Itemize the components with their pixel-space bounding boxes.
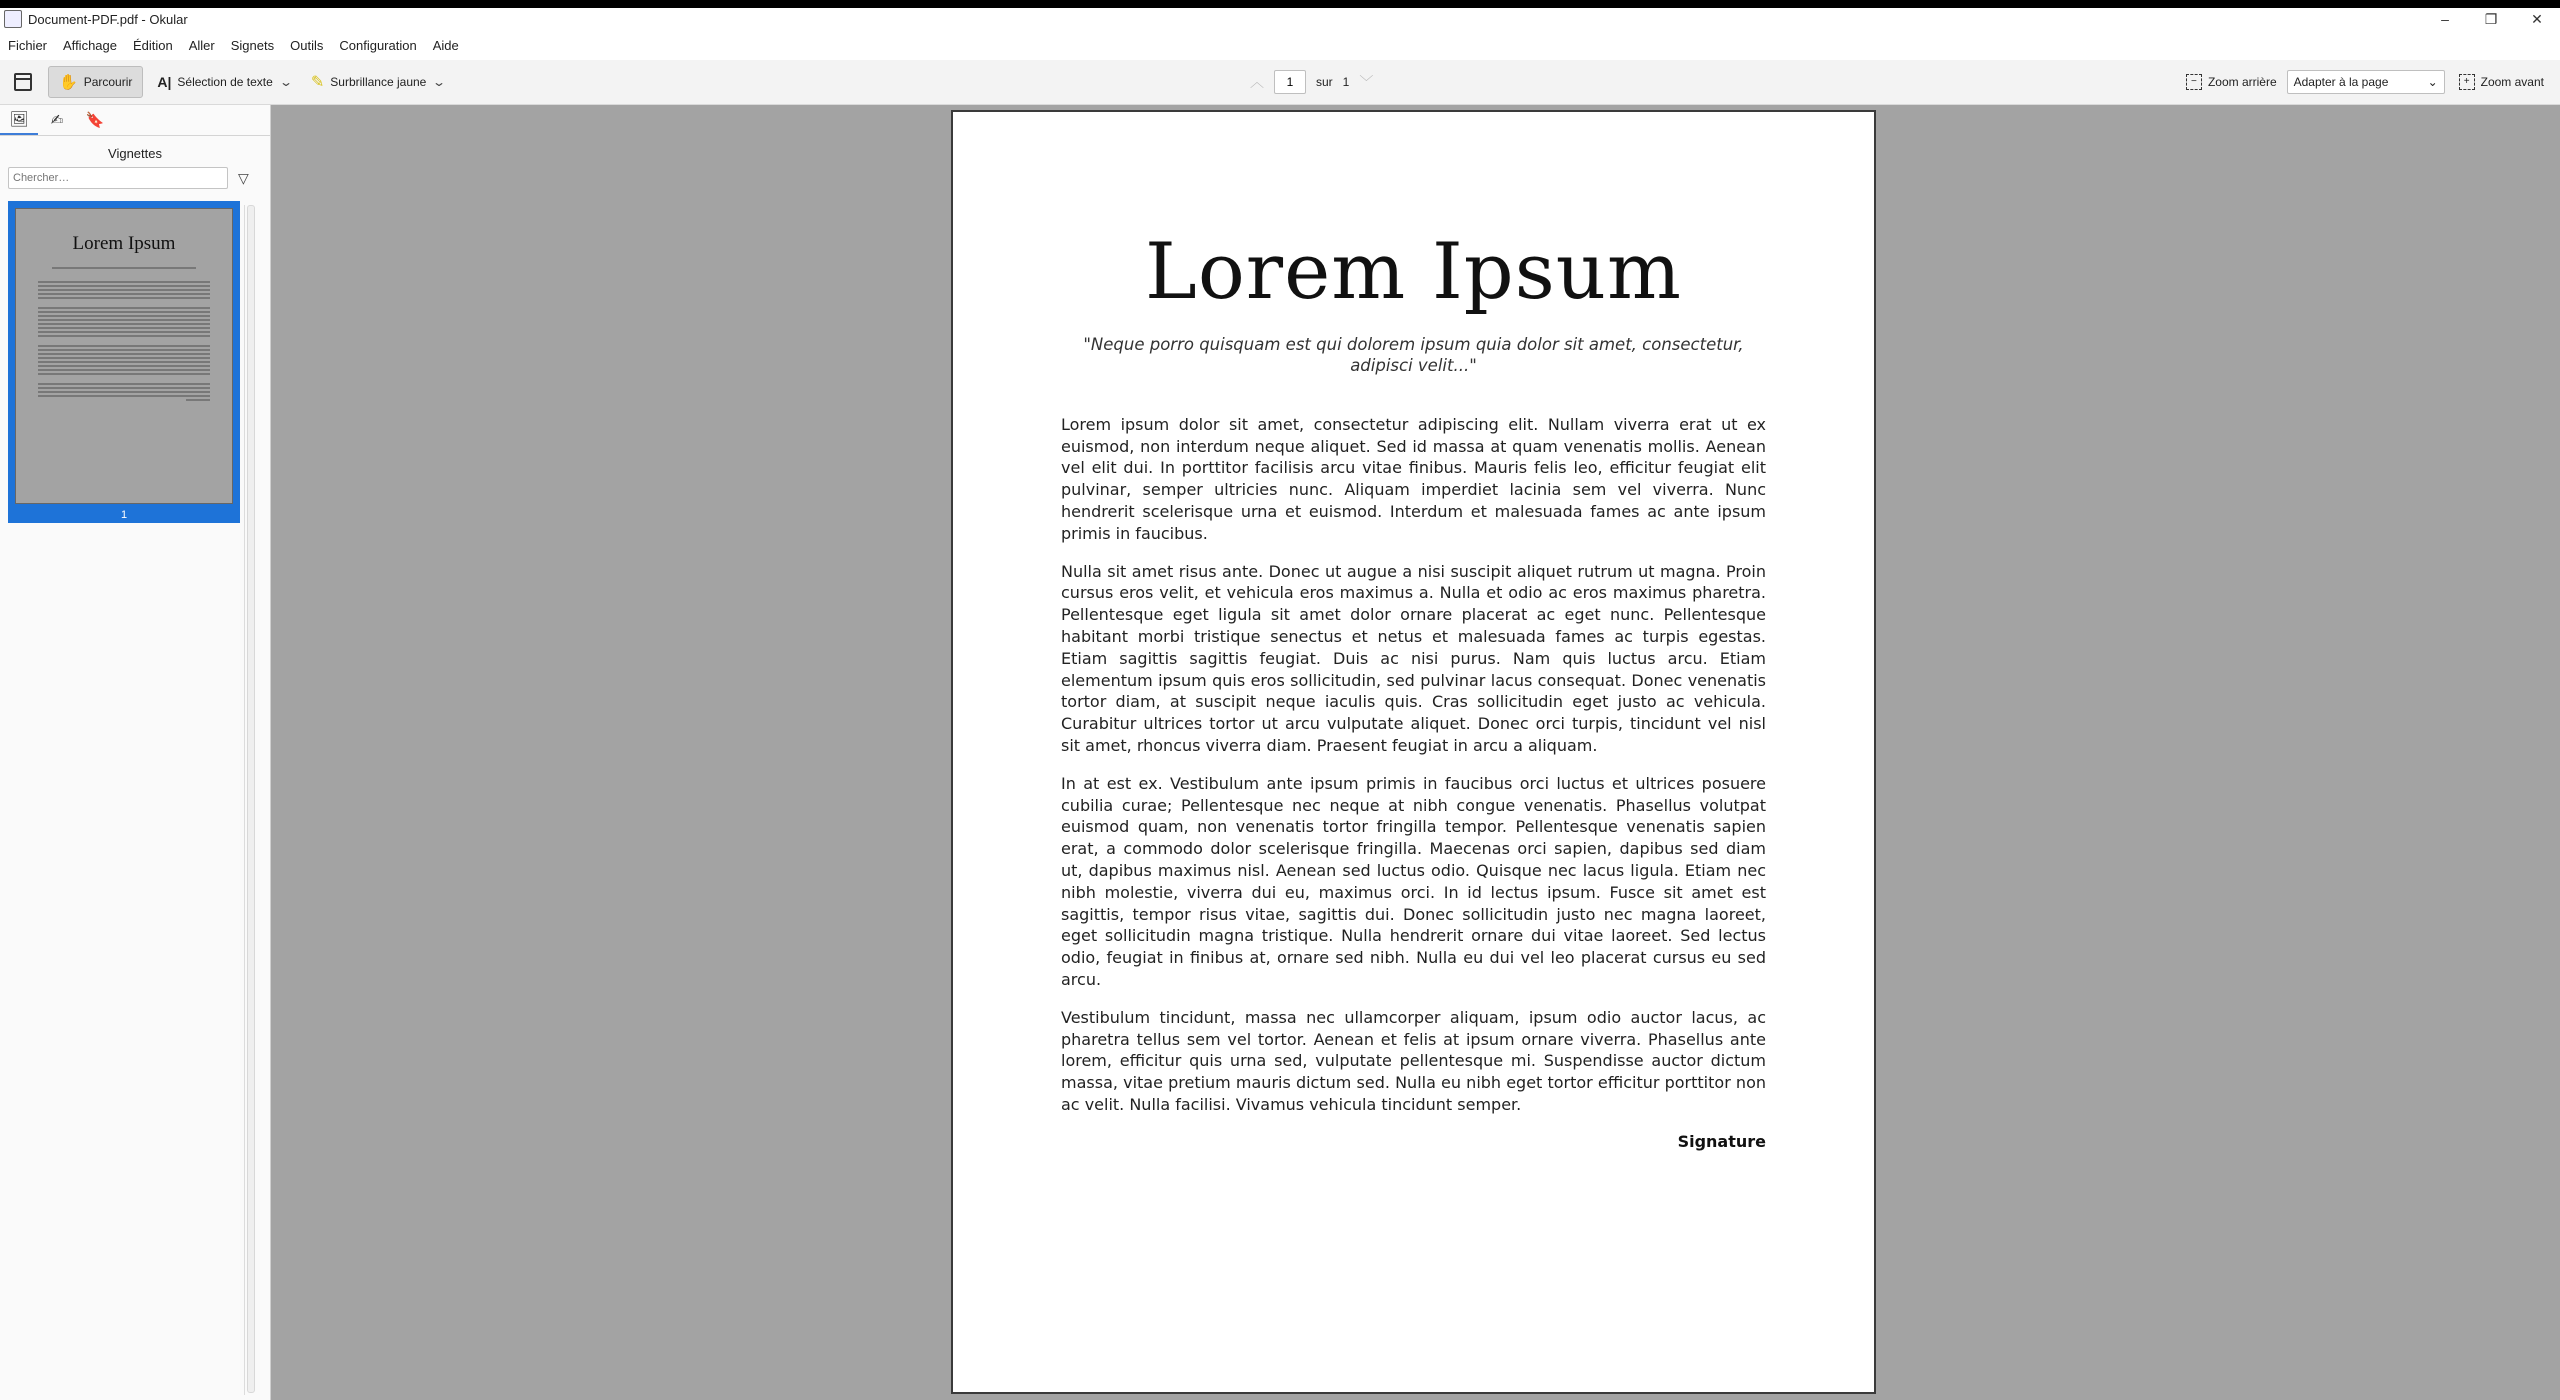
chevron-down-icon[interactable]: ⌄ — [278, 75, 293, 89]
zoom-out-label: Zoom arrière — [2207, 75, 2277, 89]
thumbnail-text-line — [38, 327, 210, 329]
sidebar-scrollbar[interactable] — [244, 205, 255, 1395]
menu-bar — [0, 30, 2560, 60]
menu-fichier[interactable]: Fichier — [8, 37, 48, 53]
text-selection-tool-button[interactable] — [151, 67, 297, 97]
menu-outils[interactable]: Outils — [290, 37, 324, 53]
menu-configuration[interactable]: Configuration — [339, 37, 417, 53]
browse-label: Parcourir — [83, 75, 133, 89]
paragraph: Vestibulum tincidunt, massa nec ullamcorper aliquam, ipsum odio auctor lacus, ac pharetra tellus sem vel tortor. Aenean et felis at ipsum ornare viverra. Phasellus ante lorem, efficitur quis urna sed, vulputate pellentesque mi. Suspendisse auctor dictum massa, vitae pretium mauris dictum sed. Nulla eu nibh eget tortor efficitur porttitor non ac velit. Nulla facilisi. Vivamus vehicula tincidunt semper. — [1061, 1007, 1766, 1114]
document-quote: "Neque porro quisquam est qui dolorem ipsum quia dolor sit amet, consectetur, adipisci velit..." — [1083, 334, 1744, 375]
panel-title: Vignettes — [108, 146, 162, 161]
chevron-down-icon[interactable]: ⌄ — [432, 75, 447, 89]
thumbnail-text-line — [38, 319, 210, 321]
toggle-sidebar-button[interactable] — [8, 67, 38, 97]
zoom-controls — [2186, 60, 2560, 104]
window-controls — [2422, 8, 2560, 30]
tab-thumbnails[interactable] — [0, 105, 38, 135]
menu-edition[interactable]: Édition — [132, 37, 173, 53]
thumbnail-text-line — [38, 373, 210, 375]
scrollbar-handle[interactable] — [247, 205, 255, 1393]
thumbnail-page-1[interactable] — [8, 201, 240, 523]
thumbnail-text-line — [38, 281, 210, 283]
hand-icon: ✋ — [59, 74, 78, 91]
thumbnail-text-line — [38, 349, 210, 351]
thumbnail-text-line — [52, 267, 196, 269]
thumbnail-image — [16, 209, 232, 503]
current-page-input[interactable] — [1274, 70, 1306, 94]
document-signature: Signature — [1677, 1131, 1766, 1151]
main-toolbar — [0, 60, 2560, 105]
thumbnail-text-line — [38, 335, 210, 337]
chevron-down-icon: ⌄ — [2427, 75, 2438, 89]
paragraph: In at est ex. Vestibulum ante ipsum primis in faucibus orci luctus et ultrices posuere cubilia curae; Pellentesque nec neque at nibh congue venenatis. Phasellus volutpat euismod quam, non venenatis tortor fringilla tempor. Pellentesque venenatis sapien erat, a commodo dolor scelerisque fringilla. Maecenas orci sapien, dapibus sed diam ut, dapibus maximus nisl. Aenean sed luctus odio. Quisque nec lacus ligula. Etiam nec nibh molestie, viverra dui eu, maximus orci. In id lectus ipsum. Fusce sit amet est sagittis, tempor risus vitae, sagittis dui. Donec sollicitudin justo nec magna laoreet, eget sollicitudin magna tristique. Nulla hendrerit ornare dui vitae laoreet. Sed lectus odio, feugiat in finibus at, ornare sed nibh. Nulla eu dui vel leo placerat cursus eu sed arcu. — [1061, 773, 1766, 990]
page-navigation — [1240, 60, 1383, 104]
thumbnail-title: Lorem Ipsum — [72, 233, 176, 254]
window-title: Document-PDF.pdf - Okular — [28, 11, 188, 27]
zoom-in-icon: + — [2459, 74, 2475, 90]
thumbnail-text-line — [38, 331, 210, 333]
thumbnail-text-line — [38, 297, 210, 299]
thumbnail-text-line — [38, 323, 210, 325]
zoom-in-button[interactable] — [2459, 74, 2544, 90]
pen-icon: ✍ — [50, 112, 64, 129]
document-title: Lorem Ipsum — [1145, 227, 1682, 317]
tab-bookmarks[interactable] — [76, 105, 114, 135]
thumbnail-text-line — [38, 307, 210, 309]
thumbnail-text-line — [38, 395, 210, 397]
zoom-mode-select[interactable] — [2287, 70, 2445, 94]
thumbnail-text-line — [38, 315, 210, 317]
thumbnail-text-line — [38, 289, 210, 291]
previous-page-icon[interactable]: ︿ — [1250, 74, 1264, 90]
menu-signets[interactable]: Signets — [230, 37, 275, 53]
sidebar — [0, 105, 271, 1400]
document-viewer[interactable] — [271, 105, 2560, 1400]
thumbnail-signature-line — [186, 399, 210, 401]
thumbnail-text-line — [38, 353, 210, 355]
thumbnail-text-line — [38, 357, 210, 359]
thumbnail-text-line — [38, 391, 210, 393]
browse-tool-button[interactable] — [48, 66, 143, 98]
thumbnail-text-line — [38, 365, 210, 367]
search-input[interactable] — [8, 167, 228, 189]
thumbnail-text-line — [38, 345, 210, 347]
text-select-icon: A| — [157, 74, 172, 90]
document-body — [1061, 414, 1766, 1116]
okular-app-icon — [4, 10, 22, 28]
bookmark-icon: 🔖 — [85, 112, 105, 129]
menu-aide[interactable]: Aide — [432, 37, 459, 53]
next-page-icon[interactable]: ﹀ — [1359, 74, 1374, 90]
thumbnail-search-row — [0, 167, 270, 189]
highlight-tool-button[interactable] — [305, 67, 451, 97]
document-page — [951, 110, 1876, 1394]
thumbnail-text-line — [38, 311, 210, 313]
paragraph: Lorem ipsum dolor sit amet, consectetur adipiscing elit. Nullam viverra erat ut ex euismod, non interdum neque aliquet. Sed id massa at quam venenatis mollis. Aenean vel elit dui. In porttitor facilisis arcu vitae finibus. Mauris felis leo, efficitur feugiat elit pulvinar, semper ultricies nunc. Aliquam imperdiet lacinia sem vel viverra. Nunc hendrerit scelerisque urna et euismod. Interdum et malesuada fames ac ante ipsum primis in faucibus. — [1061, 414, 1766, 543]
zoom-in-label: Zoom avant — [2480, 75, 2544, 89]
page-of-label: sur — [1316, 75, 1333, 89]
image-icon: 🖼 — [9, 111, 29, 128]
thumbnail-text-line — [38, 293, 210, 295]
restore-button[interactable]: ❐ — [2484, 10, 2498, 27]
thumbnail-text-line — [38, 361, 210, 363]
minimize-button[interactable]: – — [2441, 11, 2449, 27]
tab-annotations[interactable] — [38, 105, 76, 135]
highlight-label: Surbrillance jaune — [330, 75, 427, 89]
title-bar — [0, 8, 2560, 30]
menu-affichage[interactable]: Affichage — [63, 37, 117, 53]
close-button[interactable]: ✕ — [2531, 10, 2543, 27]
zoom-out-button[interactable] — [2186, 74, 2277, 90]
thumbnail-text-line — [38, 369, 210, 371]
page-total: 1 — [1342, 75, 1350, 89]
text-selection-label: Sélection de texte — [177, 75, 273, 89]
zoom-out-icon: − — [2186, 74, 2202, 90]
thumbnail-text-line — [38, 383, 210, 385]
sidebar-panel-icon — [14, 73, 32, 91]
filter-icon[interactable]: ▽ — [238, 169, 249, 186]
highlighter-icon: ✎ — [310, 74, 325, 91]
paragraph: Nulla sit amet risus ante. Donec ut augue a nisi suscipit aliquet rutrum ut magna. Proin cursus eros velit, et vehicula eros maximus a. Nulla et odio ac eros maximus pharetra. Pellentesque eget ligula sit amet dolor ornare placerat ac eget nunc. Pellentesque habitant morbi tristique senectus et netus et malesuada fames ac turpis egestas. Etiam sagittis sagittis feugiat. Duis ac nisi purus. Nam quis luctus arcu. Etiam elementum ipsum quis eros sollicitudin, sed pulvinar lacus consequat. Donec venenatis tortor diam, at suscipit neque iaculis quis. Cras sollicitudin eget justo ac vehicula. Curabitur ultrices tortor ut arcu vulputate aliquet. Donec orci turpis, tincidunt vel nisl sit amet, rhoncus viverra diam. Praesent feugiat in arcu a aliquam. — [1061, 561, 1766, 756]
zoom-mode-value: Adapter à la page — [2293, 75, 2389, 89]
thumbnail-text-line — [38, 285, 210, 287]
menu-aller[interactable]: Aller — [188, 37, 215, 53]
sidebar-tabs — [0, 105, 270, 136]
thumbnail-page-number: 1 — [120, 509, 128, 521]
thumbnail-text-line — [38, 387, 210, 389]
top-edge — [0, 0, 2560, 8]
